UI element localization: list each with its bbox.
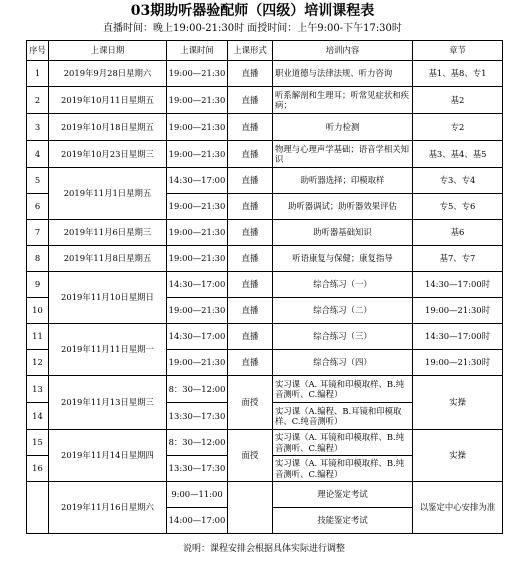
- cell-form: 直播: [228, 350, 273, 376]
- cell-chapter: 实操: [413, 430, 503, 482]
- cell-content: 实习课（A. 耳镜和印模取样、B.纯音测听、C.编程）: [273, 376, 413, 403]
- cell-date: 2019年11月6日星期三: [49, 220, 167, 246]
- cell-chapter: 实操: [413, 376, 503, 430]
- cell-content: 物理与心理声学基础；语音学相关知识: [273, 141, 413, 168]
- cell-time: 8：30—12:00: [167, 430, 228, 456]
- cell-time: 19:00—21:30: [167, 246, 228, 272]
- header-date: 上课日期: [49, 41, 167, 61]
- cell-chapter: 基7、专7: [413, 246, 503, 272]
- cell-no: 8: [27, 246, 49, 272]
- cell-time: 13:30—17:30: [167, 456, 228, 482]
- table-row: [27, 246, 503, 272]
- cell-form: 直播: [228, 194, 273, 220]
- header-no: 序号: [27, 41, 49, 61]
- cell-content: 实习课（A. 耳镜和印模取样、B.纯音测听、C.编程）: [273, 456, 413, 482]
- cell-chapter: 专3、专4: [413, 168, 503, 194]
- cell-no: 6: [27, 194, 49, 220]
- cell-chapter: 19:00—21:30时: [413, 350, 503, 376]
- cell-no: 12: [27, 350, 49, 376]
- table-row: [27, 430, 503, 456]
- cell-no: 15: [27, 430, 49, 456]
- cell-time: 19:00—21:30: [167, 114, 228, 141]
- cell-date: 2019年10月23日星期三: [49, 141, 167, 168]
- cell-form: 面授: [228, 376, 273, 430]
- header-chapter: 章节: [413, 41, 503, 61]
- cell-time: 8：30—12:00: [167, 376, 228, 403]
- cell-date: 2019年11月8日星期五: [49, 246, 167, 272]
- cell-time: 14:30—17:00: [167, 272, 228, 298]
- cell-form: 直播: [228, 298, 273, 324]
- cell-chapter: 基6: [413, 220, 503, 246]
- cell-form: 直播: [228, 246, 273, 272]
- table-row: [27, 168, 503, 194]
- cell-time: 19:00—21:30: [167, 61, 228, 87]
- cell-time: 19:00—21:30: [167, 220, 228, 246]
- cell-date: 2019年11月13日星期三: [49, 376, 167, 430]
- table-row: [27, 114, 503, 141]
- cell-time: 19:00—21:30: [167, 87, 228, 114]
- cell-no: 5: [27, 168, 49, 194]
- cell-time: 19:00—21:30: [167, 298, 228, 324]
- cell-content: 综合练习（二）: [273, 298, 413, 324]
- cell-chapter: 基2: [413, 87, 503, 114]
- cell-form: 直播: [228, 61, 273, 87]
- cell-time: 9:00—11:00: [167, 482, 228, 508]
- cell-form: [228, 482, 273, 534]
- cell-time: 14:30—17:00: [167, 324, 228, 350]
- schedule-times: 直播时间：晚上19:00-21:30时 面授时间：上午9:00-下午17:30时: [103, 23, 402, 34]
- header-time: 上课时间: [167, 41, 228, 61]
- cell-chapter: 19:00—21:30时: [413, 298, 503, 324]
- cell-no: 10: [27, 298, 49, 324]
- cell-date: 2019年11月14日星期四: [49, 430, 167, 482]
- cell-date: 2019年11月1日星期五: [49, 168, 167, 220]
- cell-date: 2019年10月11日星期五: [49, 87, 167, 114]
- cell-content: 助听器选择；印模取样: [273, 168, 413, 194]
- cell-no: 1: [27, 61, 49, 87]
- cell-form: 直播: [228, 220, 273, 246]
- cell-chapter: 14:30—17:00时: [413, 324, 503, 350]
- table-row: [27, 324, 503, 350]
- cell-content: 听语康复与保健；康复指导: [273, 246, 413, 272]
- cell-content: 实习课（A. 耳镜和印模取样、B.纯音测听、C.编程）: [273, 430, 413, 456]
- cell-form: 面授: [228, 430, 273, 482]
- cell-date: 2019年9月28日星期六: [49, 61, 167, 87]
- cell-time: 13:30—17:30: [167, 403, 228, 430]
- table-row: [27, 61, 503, 87]
- header-form: 上课形式: [228, 41, 273, 61]
- cell-chapter: 14:30—17:00时: [413, 272, 503, 298]
- table-row: [27, 272, 503, 298]
- cell-time: 19:00—21:30: [167, 194, 228, 220]
- cell-no: 3: [27, 114, 49, 141]
- cell-content: 综合练习（四）: [273, 350, 413, 376]
- cell-no: 2: [27, 87, 49, 114]
- cell-content: 听系解剖和生理耳；听常见症状和疾病；: [273, 87, 413, 114]
- cell-time: 14:30—17:00: [167, 168, 228, 194]
- cell-chapter: 基1、基8、专1: [413, 61, 503, 87]
- table-row: [27, 376, 503, 403]
- cell-no: 11: [27, 324, 49, 350]
- cell-content: 助听器基础知识: [273, 220, 413, 246]
- cell-form: 直播: [228, 141, 273, 168]
- header-content: 培训内容: [273, 41, 413, 61]
- cell-content: 理论鉴定考试: [273, 482, 413, 508]
- cell-time: 19:00—21:30: [167, 141, 228, 168]
- cell-no: 16: [27, 456, 49, 482]
- cell-date: 2019年11月10日星期日: [49, 272, 167, 324]
- cell-form: 直播: [228, 324, 273, 350]
- page-title: 03期助听器验配师（四级）培训课程表: [130, 3, 375, 19]
- footnote: 说明：课程安排会根据具体实际进行调整: [182, 544, 345, 554]
- header-row: [27, 41, 503, 61]
- cell-content: 综合练习（三）: [273, 324, 413, 350]
- cell-form: 直播: [228, 168, 273, 194]
- course-schedule-table: [26, 40, 503, 534]
- cell-chapter: 基3、基4、基5: [413, 141, 503, 168]
- cell-no: 7: [27, 220, 49, 246]
- cell-chapter: 专5、专6: [413, 194, 503, 220]
- cell-form: 直播: [228, 87, 273, 114]
- cell-content: 技能鉴定考试: [273, 508, 413, 534]
- table-row: [27, 220, 503, 246]
- cell-content: 听力检测: [273, 114, 413, 141]
- cell-content: 综合练习（一）: [273, 272, 413, 298]
- cell-date: 2019年11月11日星期一: [49, 324, 167, 376]
- cell-chapter: 专2: [413, 114, 503, 141]
- cell-time: 19:00—21:30: [167, 350, 228, 376]
- cell-no: 4: [27, 141, 49, 168]
- cell-no: 14: [27, 403, 49, 430]
- cell-no: 9: [27, 272, 49, 298]
- table-row: [27, 141, 503, 168]
- cell-form: 直播: [228, 272, 273, 298]
- cell-date: 2019年10月18日星期五: [49, 114, 167, 141]
- cell-no: [27, 482, 49, 534]
- cell-content: 实习课（A.编程、B.耳镜和印模取样、C.纯音测听）: [273, 403, 413, 430]
- cell-form: 直播: [228, 114, 273, 141]
- cell-content: 助听器调试；助听器效果评估: [273, 194, 413, 220]
- cell-chapter: 以鉴定中心安排为准: [413, 482, 503, 534]
- cell-no: 13: [27, 376, 49, 403]
- table-row: [27, 87, 503, 114]
- table-row: [27, 482, 503, 508]
- cell-content: 职业道德与法律法规、听力咨询: [273, 61, 413, 87]
- cell-date: 2019年11月16日星期六: [49, 482, 167, 534]
- cell-time: 14:00—17:00: [167, 508, 228, 534]
